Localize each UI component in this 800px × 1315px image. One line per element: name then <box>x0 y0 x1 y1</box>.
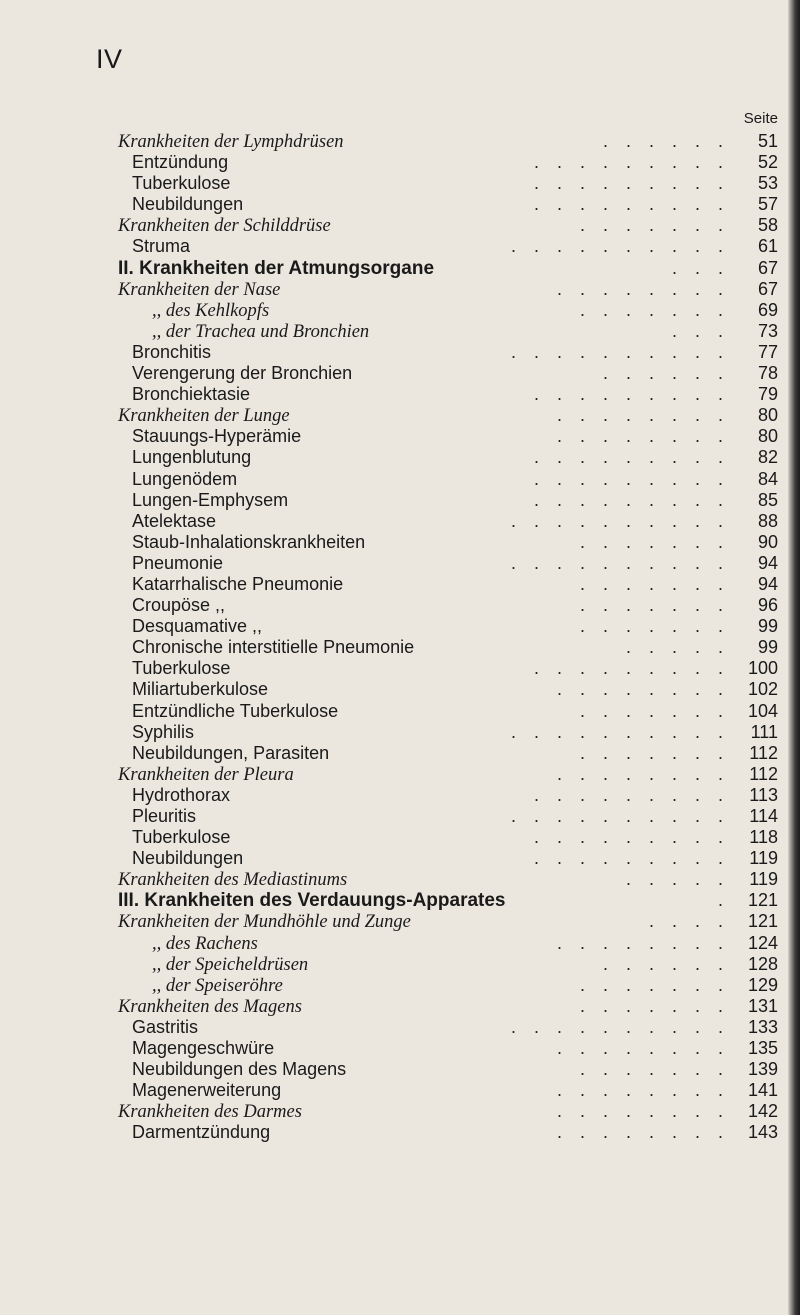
toc-entry-title: Krankheiten der Mundhöhle und Zunge <box>118 912 411 933</box>
toc-entry-title: Darmentzündung <box>132 1122 271 1143</box>
toc-entry-leader: . <box>718 890 730 911</box>
toc-entry-title: Tuberkulose <box>132 658 231 679</box>
toc-entry-leader: . . . . . . . . <box>557 405 730 426</box>
toc-entry-title: Krankheiten der Pleura <box>118 764 294 785</box>
toc-entry <box>118 595 778 616</box>
toc-entry-page: 133 <box>747 1016 778 1037</box>
toc-entry-title: Krankheiten des Magens <box>118 996 302 1017</box>
toc-entry-leader: . . . . <box>649 911 730 932</box>
toc-entry <box>118 553 778 574</box>
toc-entry <box>118 215 778 236</box>
toc-entry-leader: . . . . . . . . . <box>534 489 730 510</box>
toc-entry-page: 135 <box>747 1038 778 1059</box>
toc-entry-page: 100 <box>747 658 778 679</box>
toc-entry-title: Bronchiektasie <box>132 384 251 405</box>
toc-entry-leader: . . . <box>672 257 730 278</box>
toc-entry-page: 141 <box>747 1080 778 1101</box>
toc-entry-leader: . . . . . . . . <box>557 1080 730 1101</box>
toc-entry-title: Neubildungen <box>132 848 244 869</box>
toc-entry-leader: . . . . . . . . <box>557 1038 730 1059</box>
toc-entry-page: 118 <box>749 827 778 848</box>
toc-entry-title: Syphilis <box>132 721 195 742</box>
toc-entry-leader: . . . . . . . <box>580 215 730 236</box>
table-of-contents <box>118 131 778 1144</box>
page-edge <box>788 0 800 1315</box>
toc-entry-page: 121 <box>747 890 778 911</box>
toc-entry-title: Chronische interstitielle Pneumonie <box>132 637 415 658</box>
toc-entry-page: 53 <box>757 173 778 194</box>
toc-entry <box>118 236 778 257</box>
toc-entry-leader: . . . . . . . . <box>557 278 730 299</box>
toc-entry-leader: . . . . . . . . <box>557 932 730 953</box>
toc-entry <box>118 954 778 975</box>
toc-entry-page: 143 <box>747 1122 778 1143</box>
toc-entry-title: Krankheiten der Nase <box>118 279 281 300</box>
page-column-header: Seite <box>743 110 778 127</box>
toc-entry-title: Tuberkulose <box>132 173 231 194</box>
toc-entry-page: 69 <box>757 299 778 320</box>
toc-entry-page: 124 <box>747 932 778 953</box>
toc-entry-page: 112 <box>749 742 778 763</box>
toc-entry-page: 102 <box>747 679 778 700</box>
toc-entry-title: Miliartuberkulose <box>132 679 269 700</box>
toc-entry-title: Staub-Inhalationskrankheiten <box>132 531 366 552</box>
toc-entry-title: Pleuritis <box>132 806 197 826</box>
toc-entry-leader: . . . . . . . . <box>557 1122 730 1143</box>
toc-entry-title: ,, der Speicheldrüsen <box>152 954 309 975</box>
toc-entry-page: 94 <box>757 573 778 594</box>
toc-entry <box>118 848 778 869</box>
toc-entry <box>118 975 778 996</box>
toc-entry-leader: . . . . . . . . . <box>534 194 730 215</box>
toc-entry-page: 79 <box>757 384 778 405</box>
toc-entry-page: 121 <box>747 911 778 932</box>
toc-entry-title: Struma <box>132 236 191 257</box>
toc-entry-leader: . . . . . . . <box>580 531 730 552</box>
toc-entry-page: 131 <box>747 995 778 1016</box>
toc-entry-leader: . . . . . . . . <box>557 679 730 700</box>
toc-entry-leader: . . . . . . . <box>580 573 730 594</box>
toc-entry-title: Lungen-Emphysem <box>132 489 289 510</box>
toc-entry <box>118 785 778 806</box>
toc-entry-title: Lungenblutung <box>132 447 252 468</box>
toc-entry-page: 139 <box>747 1059 778 1080</box>
toc-entry-leader: . . . . . . . . . . <box>511 1016 730 1037</box>
toc-entry-leader: . . . . . . . . . <box>534 784 730 805</box>
toc-entry-title: ,, des Kehlkopfs <box>152 300 270 321</box>
toc-entry-page: 94 <box>757 552 778 573</box>
toc-entry-leader: . . . . . <box>626 869 730 890</box>
toc-entry-page: 67 <box>757 278 778 299</box>
toc-entry-leader: . . . . . . . . <box>557 1101 730 1122</box>
toc-entry <box>118 616 778 637</box>
toc-entry <box>118 490 778 511</box>
toc-entry-title: Neubildungen <box>132 194 244 215</box>
toc-entry <box>118 194 778 215</box>
toc-entry-leader: . . . . . . . . . <box>534 384 730 405</box>
toc-entry <box>118 701 778 722</box>
toc-entry-leader: . . . . . . . <box>580 595 730 616</box>
toc-entry-title: Krankheiten des Mediastinums <box>118 870 348 891</box>
toc-entry-title: II. Krankheiten der Atmungsorgane <box>118 257 435 279</box>
toc-entry-leader: . . . . . . . . . . <box>511 341 730 362</box>
toc-entry-page: 80 <box>757 405 778 426</box>
toc-entry-leader: . . . . . . . . <box>557 763 730 784</box>
toc-entry <box>118 911 778 932</box>
toc-entry <box>118 1059 778 1080</box>
toc-entry-leader: . . . . . <box>626 637 730 658</box>
toc-entry-title: Lungenödem <box>132 468 238 489</box>
toc-entry-leader: . . . . . . . . . <box>534 827 730 848</box>
toc-entry-page: 57 <box>757 194 778 215</box>
toc-entry-title: ,, der Trachea und Bronchien <box>152 321 370 342</box>
toc-entry <box>118 890 778 911</box>
toc-entry-leader: . . . . . . . <box>580 1059 730 1080</box>
toc-entry-title: Tuberkulose <box>132 827 231 848</box>
toc-entry-page: 111 <box>750 721 778 742</box>
toc-entry-title: Krankheiten der Lymphdrüsen <box>118 132 344 152</box>
toc-entry <box>118 637 778 658</box>
toc-entry-title: Verengerung der Bronchien <box>132 363 353 384</box>
toc-entry-title: Neubildungen des Magens <box>132 1059 347 1080</box>
toc-entry-page: 99 <box>757 637 778 658</box>
toc-entry-page: 90 <box>757 531 778 552</box>
toc-entry-page: 112 <box>749 763 778 784</box>
toc-entry-leader: . . . . . . . . <box>557 426 730 447</box>
toc-entry-page: 119 <box>749 848 778 869</box>
toc-entry-leader: . . . . . . . <box>580 974 730 995</box>
toc-entry-title: Entzündung <box>132 152 229 173</box>
toc-entry <box>118 933 778 954</box>
toc-entry <box>118 1122 778 1143</box>
toc-entry <box>118 384 778 405</box>
toc-entry <box>118 511 778 532</box>
toc-entry-title: Gastritis <box>132 1016 199 1037</box>
toc-entry-title: Atelektase <box>132 510 217 531</box>
toc-entry-page: 96 <box>757 595 778 616</box>
toc-entry-page: 88 <box>757 510 778 531</box>
toc-entry-title: ,, des Rachens <box>152 933 258 954</box>
toc-entry <box>118 152 778 173</box>
toc-entry-leader: . . . . . . <box>603 953 730 974</box>
toc-entry <box>118 806 778 827</box>
toc-entry-page: 99 <box>757 616 778 637</box>
toc-entry-leader: . . . . . . . . . <box>534 447 730 468</box>
toc-entry <box>118 447 778 468</box>
toc-entry-leader: . . . . . . . . . . <box>511 806 730 826</box>
toc-entry-title: Krankheiten des Darmes <box>118 1102 302 1123</box>
toc-entry <box>118 1080 778 1101</box>
toc-entry-leader: . . . . . . . <box>580 299 730 320</box>
toc-entry <box>118 679 778 700</box>
toc-entry-leader: . . . . . . . <box>580 995 730 1016</box>
toc-entry <box>118 532 778 553</box>
toc-entry-page: 142 <box>747 1101 778 1122</box>
toc-entry <box>118 658 778 679</box>
toc-entry <box>118 342 778 363</box>
toc-entry-page: 77 <box>757 341 778 362</box>
toc-entry-title: Bronchitis <box>132 341 212 362</box>
toc-entry-leader: . . . . . . . . . <box>534 173 730 194</box>
toc-entry <box>118 764 778 785</box>
toc-entry <box>118 300 778 321</box>
toc-entry-leader: . . . . . . . . . <box>534 468 730 489</box>
toc-entry-leader: . . . . . . . <box>580 616 730 637</box>
toc-entry-page: 85 <box>757 489 778 510</box>
toc-entry-page: 128 <box>747 953 778 974</box>
toc-entry <box>118 258 778 279</box>
toc-entry-leader: . . . . . . . . . . <box>511 236 730 257</box>
toc-entry-page: 119 <box>749 869 778 890</box>
toc-entry-title: Krankheiten der Lunge <box>118 406 290 427</box>
toc-entry-leader: . . . . . . . <box>580 742 730 763</box>
toc-entry <box>118 321 778 342</box>
toc-entry <box>118 1017 778 1038</box>
toc-entry-page: 129 <box>747 974 778 995</box>
toc-entry-title: Krankheiten der Schilddrüse <box>118 216 331 237</box>
toc-entry-page: 78 <box>757 363 778 384</box>
page-number: IV <box>96 44 123 74</box>
toc-entry-title: Stauungs-Hyperämie <box>132 426 302 447</box>
toc-entry <box>118 279 778 300</box>
toc-entry <box>118 173 778 194</box>
toc-entry-page: 82 <box>757 447 778 468</box>
toc-entry-leader: . . . . . . . . . . <box>511 721 730 742</box>
toc-entry-title: Magenerweiterung <box>132 1080 282 1101</box>
toc-entry-page: 104 <box>747 700 778 721</box>
toc-entry-title: Magengeschwüre <box>132 1038 275 1059</box>
toc-entry-leader: . . . . . . . <box>580 700 730 721</box>
toc-entry-page: 80 <box>757 426 778 447</box>
toc-entry <box>118 1101 778 1122</box>
toc-entry-page: 58 <box>757 215 778 236</box>
toc-entry-leader: . . . . . . . . . <box>534 152 730 173</box>
toc-entry <box>118 405 778 426</box>
toc-entry <box>118 743 778 764</box>
toc-entry-leader: . . . <box>672 320 730 341</box>
toc-entry-title: Hydrothorax <box>132 784 231 805</box>
toc-entry-leader: . . . . . . . . . <box>534 848 730 869</box>
toc-entry-title: Katarrhalische Pneumonie <box>132 573 344 594</box>
toc-entry-page: 84 <box>757 468 778 489</box>
toc-entry <box>118 827 778 848</box>
toc-entry-leader: . . . . . . <box>603 363 730 384</box>
toc-entry-leader: . . . . . . . . . . <box>511 510 730 531</box>
toc-entry-title: Croupöse ,, <box>132 595 226 616</box>
toc-entry <box>118 996 778 1017</box>
toc-entry-title: Desquamative ,, <box>132 616 263 637</box>
toc-entry-leader: . . . . . . <box>603 131 730 151</box>
toc-entry <box>118 722 778 743</box>
toc-entry-title: III. Krankheiten des Verdauungs-Apparates <box>118 890 506 912</box>
toc-entry <box>118 869 778 890</box>
toc-entry-leader: . . . . . . . . . . <box>511 552 730 573</box>
toc-entry <box>118 1038 778 1059</box>
toc-entry-title: Pneumonie <box>132 552 224 573</box>
toc-entry-leader: . . . . . . . . . <box>534 658 730 679</box>
toc-entry-page: 61 <box>757 236 778 257</box>
toc-entry <box>118 469 778 490</box>
toc-entry-page: 51 <box>757 131 778 151</box>
toc-entry-page: 114 <box>749 806 778 826</box>
toc-entry <box>118 574 778 595</box>
toc-entry-page: 52 <box>757 152 778 173</box>
toc-entry-page: 73 <box>757 320 778 341</box>
toc-entry <box>118 363 778 384</box>
toc-entry-title: ,, der Speiseröhre <box>152 975 283 996</box>
toc-entry <box>118 131 778 152</box>
toc-entry-title: Entzündliche Tuberkulose <box>132 700 339 721</box>
toc-entry-title: Neubildungen, Parasiten <box>132 742 330 763</box>
toc-entry-page: 113 <box>749 784 778 805</box>
toc-entry <box>118 426 778 447</box>
toc-entry-page: 67 <box>757 257 778 278</box>
